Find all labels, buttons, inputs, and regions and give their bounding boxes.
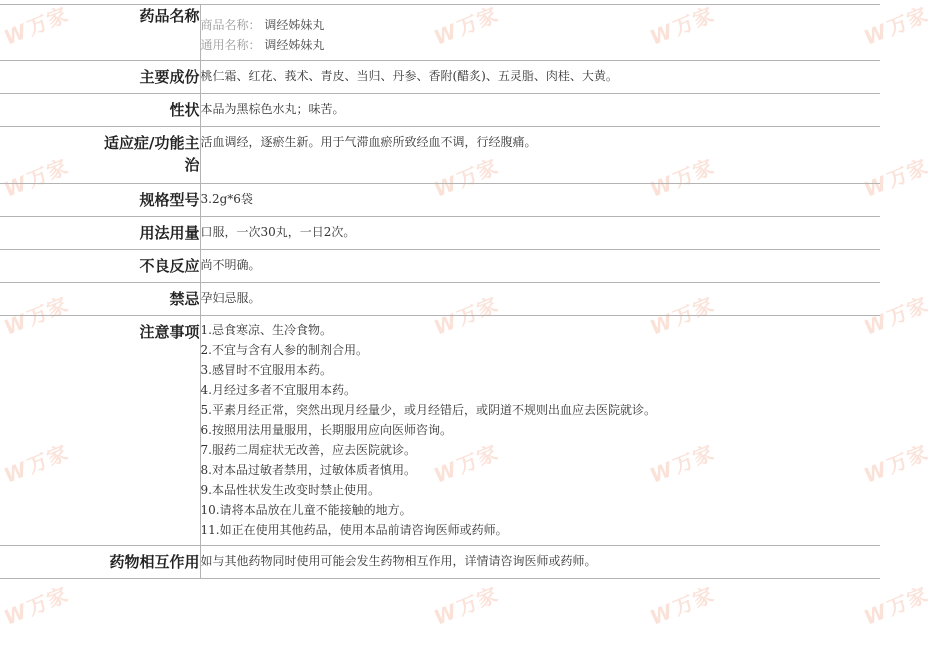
list-item: 10.请将本品放在儿童不能接触的地方。 <box>200 503 412 517</box>
watermark: W万家 <box>860 440 932 488</box>
watermark: W万家 <box>646 2 718 50</box>
watermark: W万家 <box>0 292 72 340</box>
value-contraindications: 孕妇忌服。 <box>200 283 880 316</box>
label-contraindications: 禁忌 <box>0 283 200 316</box>
generic-name-prefix: 通用名称： <box>200 38 261 52</box>
trade-name-value: 调经姊妹丸 <box>264 18 325 32</box>
list-item: 9.本品性状发生改变时禁止使用。 <box>200 483 380 497</box>
value-appearance: 本品为黑棕色水丸；味苦。 <box>200 94 880 127</box>
trade-name-line <box>201 15 881 35</box>
row-precautions <box>0 316 880 546</box>
watermark: W万家 <box>430 440 502 488</box>
watermark: W万家 <box>860 154 932 202</box>
list-item: 3.感冒时不宜服用本药。 <box>200 363 332 377</box>
row-drug-name <box>0 5 880 61</box>
label-indications <box>0 127 200 184</box>
label-interactions: 药物相互作用 <box>0 546 200 579</box>
label-indications-line2: 治 <box>184 156 200 174</box>
list-item: 6.按照用法用量服用，长期服用应向医师咨询。 <box>200 423 452 437</box>
row-interactions <box>0 546 880 579</box>
value-drug-name <box>200 5 880 61</box>
label-appearance: 性状 <box>0 94 200 127</box>
label-indications-line1: 适应症/功能主 <box>104 134 200 152</box>
watermark: W万家 <box>860 292 932 340</box>
list-item: 11.如正在使用其他药品，使用本品前请咨询医师或药师。 <box>200 523 508 537</box>
value-indications: 活血调经，逐瘀生新。用于气滞血瘀所致经血不调，行经腹痛。 <box>200 127 880 184</box>
value-dosage: 口服，一次30丸，一日2次。 <box>200 217 880 250</box>
watermark: W万家 <box>430 2 502 50</box>
watermark: W万家 <box>0 440 72 488</box>
row-contraindications <box>0 283 880 316</box>
watermark: W万家 <box>0 154 72 202</box>
watermark: W万家 <box>430 292 502 340</box>
watermark: W万家 <box>646 440 718 488</box>
list-item: 2.不宜与含有人参的制剂合用。 <box>200 343 368 357</box>
value-interactions: 如与其他药物同时使用可能会发生药物相互作用，详情请咨询医师或药师。 <box>200 546 880 579</box>
row-adverse <box>0 250 880 283</box>
value-ingredients: 桃仁霜、红花、莪术、青皮、当归、丹参、香附(醋炙)、五灵脂、肉桂、大黄。 <box>200 61 880 94</box>
value-spec: 3.2g*6袋 <box>200 184 880 217</box>
list-item: 1.忌食寒凉、生冷食物。 <box>200 323 332 337</box>
list-item: 8.对本品过敏者禁用，过敏体质者慎用。 <box>200 463 416 477</box>
label-ingredients: 主要成份 <box>0 61 200 94</box>
list-item: 5.平素月经正常，突然出现月经量少，或月经错后，或阴道不规则出血应去医院就诊。 <box>200 403 656 417</box>
row-indications <box>0 127 880 184</box>
watermark: W万家 <box>860 582 932 630</box>
row-dosage <box>0 217 880 250</box>
label-spec: 规格型号 <box>0 184 200 217</box>
watermark: W万家 <box>430 582 502 630</box>
watermark: W万家 <box>0 582 72 630</box>
generic-name-value: 调经姊妹丸 <box>264 38 325 52</box>
label-precautions: 注意事项 <box>0 316 200 546</box>
list-item: 4.月经过多者不宜服用本药。 <box>200 383 356 397</box>
label-adverse: 不良反应 <box>0 250 200 283</box>
watermark: W万家 <box>860 2 932 50</box>
value-precautions <box>200 316 880 546</box>
trade-name-prefix: 商品名称： <box>200 18 261 32</box>
watermark: W万家 <box>646 582 718 630</box>
value-adverse: 尚不明确。 <box>200 250 880 283</box>
label-drug-name: 药品名称 <box>0 5 200 61</box>
label-dosage: 用法用量 <box>0 217 200 250</box>
list-item: 7.服药二周症状无改善，应去医院就诊。 <box>200 443 416 457</box>
generic-name-line <box>201 35 881 55</box>
row-appearance <box>0 94 880 127</box>
row-spec <box>0 184 880 217</box>
watermark: W万家 <box>430 154 502 202</box>
watermark: W万家 <box>0 2 72 50</box>
drug-spec-table <box>0 4 880 579</box>
watermark: W万家 <box>646 154 718 202</box>
watermark: W万家 <box>646 292 718 340</box>
row-ingredients <box>0 61 880 94</box>
